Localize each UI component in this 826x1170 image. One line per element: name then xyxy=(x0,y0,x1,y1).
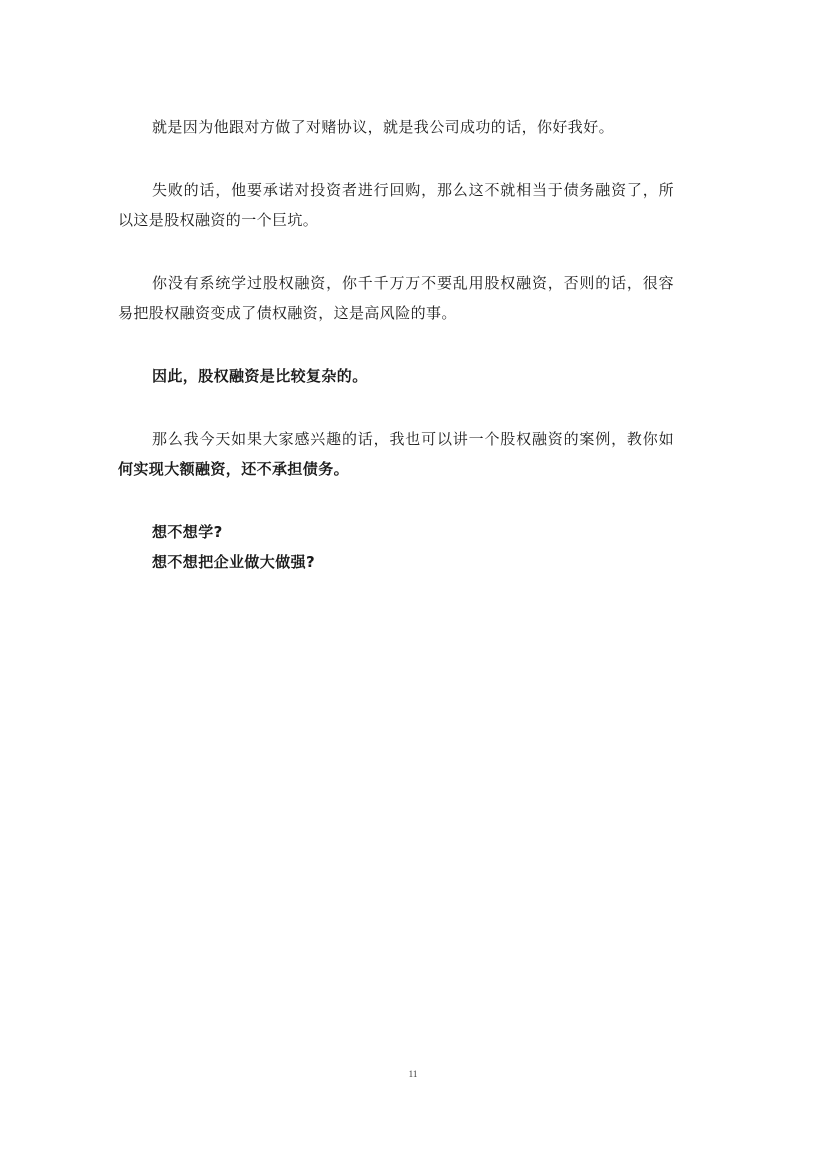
paragraph-3: 你没有系统学过股权融资，你千千万万不要乱用股权融资，否则的话，很容易把股权融资变成了债权融资，这是高风险的事。 xyxy=(118,274,674,322)
page-content xyxy=(118,112,674,577)
paragraph-5-normal: 那么我今天如果大家感兴趣的话，我也可以讲一个股权融资的案例，教你如 xyxy=(152,430,674,448)
paragraph-5-bold: 何实现大额融资，还不承担债务。 xyxy=(118,460,350,478)
question-1: 想不想学? xyxy=(152,523,223,541)
page-number: 11 xyxy=(408,1069,418,1079)
paragraph-1: 就是因为他跟对方做了对赌协议，就是我公司成功的话，你好我好。 xyxy=(152,118,615,136)
paragraph-4-bold: 因此，股权融资是比较复杂的。 xyxy=(152,367,368,385)
paragraph-5 xyxy=(118,424,674,484)
paragraph-2: 失败的话，他要承诺对投资者进行回购，那么这不就相当于债务融资了，所以这是股权融资的一个巨坑。 xyxy=(118,181,674,229)
question-2: 想不想把企业做大做强? xyxy=(152,553,316,571)
